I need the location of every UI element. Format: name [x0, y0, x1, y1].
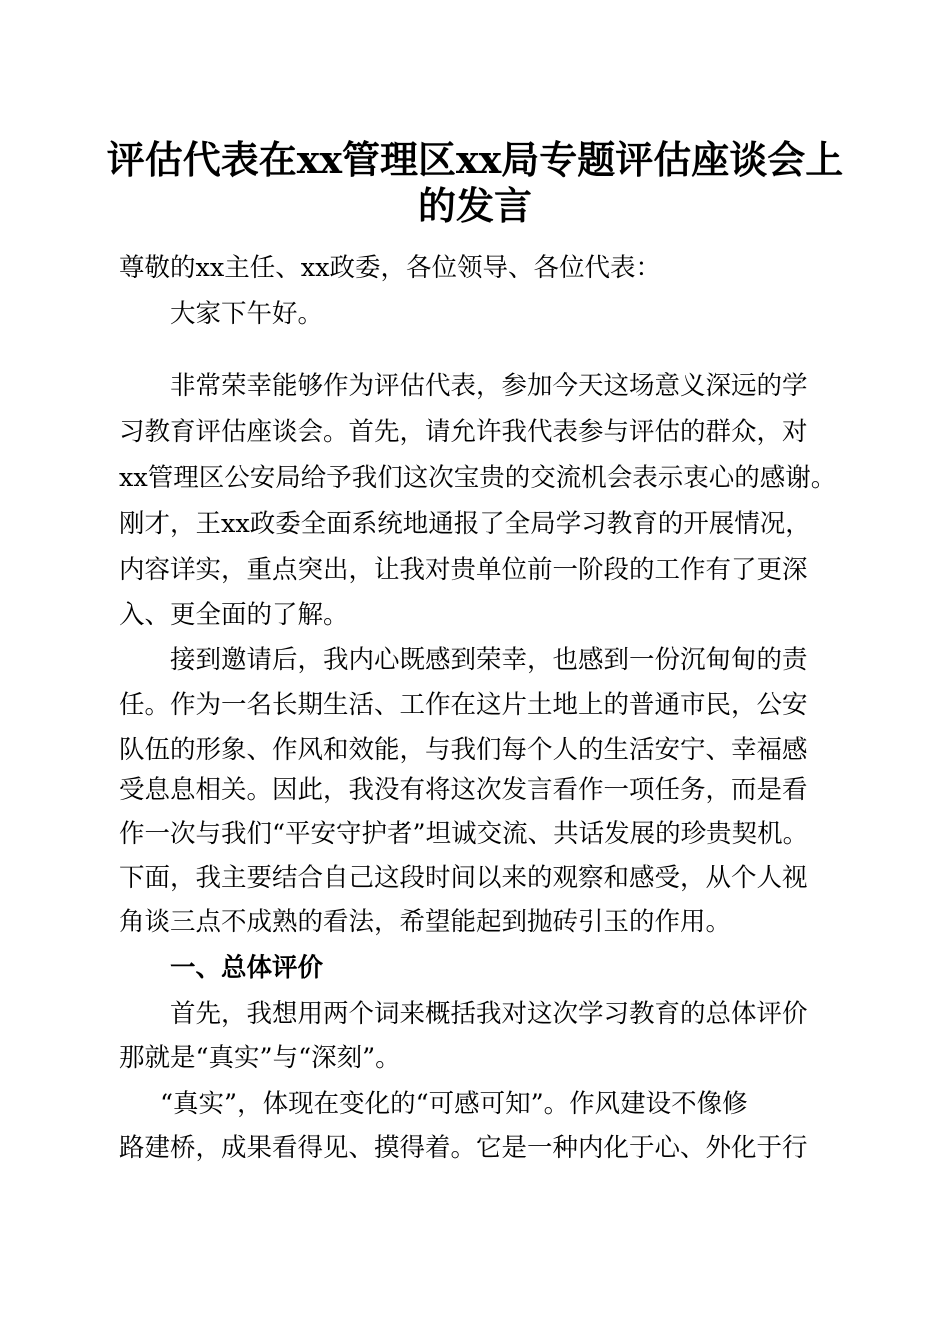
paragraph-line: 入、更全面的了解。 [119, 600, 349, 630]
salutation: 尊敬的xx主任、xx政委，各位领导、各位代表： [119, 253, 662, 283]
paragraph-line: 任。作为一名长期生活、工作在这片土地上的普通市民，公安 [119, 690, 808, 720]
paragraph-line: 队伍的形象、作风和效能，与我们每个人的生活安宁、幸福感 [119, 735, 808, 765]
document-title-line-2: 的发言 [417, 183, 532, 228]
document-title-line-1: 评估代表在xx管理区xx局专题评估座谈会上 [106, 137, 844, 182]
paragraph-line: xx管理区公安局给予我们这次宝贵的交流机会表示衷心的感谢。 [119, 463, 837, 493]
paragraph-line: 下面，我主要结合自己这段时间以来的观察和感受，从个人视 [119, 863, 808, 893]
paragraph-line: 接到邀请后，我内心既感到荣幸，也感到一份沉甸甸的责 [170, 645, 808, 675]
paragraph-line: “真实”，体现在变化的“可感可知”。作风建设不像修 [160, 1089, 748, 1119]
section-heading: 一、总体评价 [170, 953, 324, 983]
paragraph-line: 非常荣幸能够作为评估代表，参加今天这场意义深远的学 [170, 371, 808, 401]
greeting: 大家下午好。 [170, 299, 324, 329]
paragraph-line: 习教育评估座谈会。首先，请允许我代表参与评估的群众，对 [119, 417, 808, 447]
paragraph-line: 内容详实，重点突出，让我对贵单位前一阶段的工作有了更深 [119, 555, 808, 585]
paragraph-line: 受息息相关。因此，我没有将这次发言看作一项任务，而是看 [119, 775, 808, 805]
paragraph-line: 首先，我想用两个词来概括我对这次学习教育的总体评价 [170, 999, 808, 1029]
paragraph-line: 刚才，王xx政委全面系统地通报了全局学习教育的开展情况， [119, 509, 811, 539]
paragraph-line: 那就是“真实”与“深刻”。 [119, 1043, 401, 1073]
paragraph-line: 角谈三点不成熟的看法，希望能起到抛砖引玉的作用。 [119, 907, 732, 937]
paragraph-line: 路建桥，成果看得见、摸得着。它是一种内化于心、外化于行 [119, 1133, 808, 1163]
paragraph-line: 作一次与我们“平安守护者”坦诚交流、共话发展的珍贵契机。 [119, 819, 809, 849]
